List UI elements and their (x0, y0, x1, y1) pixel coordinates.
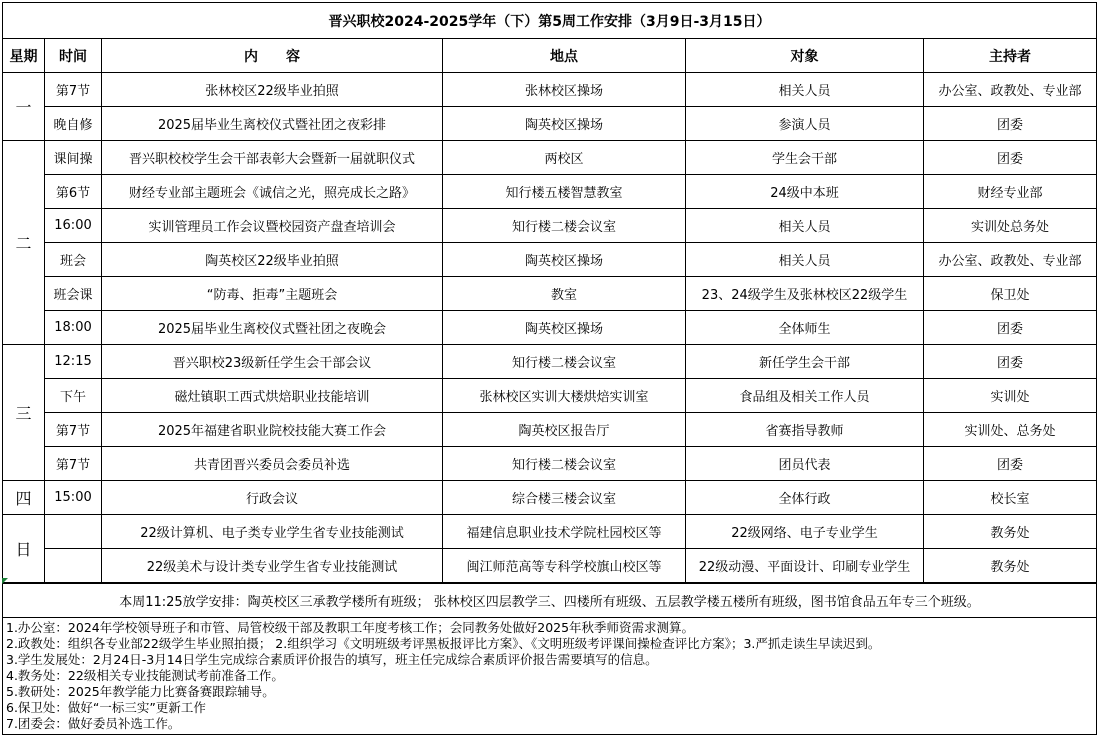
note-line: 2.政教处：组织各专业部22级学生毕业照拍摄； 2.组织学习《文明班级考评黑板报评比方案》、《文明班级考评课间操检查评比方案》；3.严抓走读生早读迟到。 (6, 636, 881, 651)
host-cell: 团委 (924, 141, 1097, 175)
note-line: 6.保卫处：做好“一标三实”更新工作 (6, 700, 206, 715)
time-cell: 12:15 (45, 345, 102, 379)
note-line: 1.办公室：2024年学校领导班子和市管、局管校级干部及教职工年度考核工作；会同教务处做好2025年秋季师资需求测算。 (6, 620, 695, 635)
target-cell: 参演人员 (686, 107, 924, 141)
time-cell: 第7节 (45, 73, 102, 107)
target-cell: 全体师生 (686, 311, 924, 345)
host-cell: 办公室、政教处、专业部 (924, 243, 1097, 277)
day-cell: 二 (3, 141, 45, 345)
table-row (3, 515, 1097, 549)
time-cell: 班会课 (45, 277, 102, 311)
host-cell: 团委 (924, 345, 1097, 379)
content-cell: 财经专业部主题班会《诚信之光，照亮成长之路》 (102, 175, 443, 209)
host-cell: 实训处、总务处 (924, 413, 1097, 447)
time-cell: 第7节 (45, 447, 102, 481)
target-cell: 24级中本班 (686, 175, 924, 209)
time-cell: 15:00 (45, 481, 102, 515)
table-row (3, 549, 1097, 583)
host-cell: 团委 (924, 107, 1097, 141)
page-title: 晋兴职校2024-2025学年（下）第5周工作安排（3月9日-3月15日） (3, 3, 1097, 39)
content-cell: 2025届毕业生离校仪式暨社团之夜晚会 (102, 311, 443, 345)
target-cell: 相关人员 (686, 73, 924, 107)
weekly-dismissal-note: 本周11:25放学安排：陶英校区三承教学楼所有班级； 张林校区四层教学三、四楼所有班级、五层教学楼五楼所有班级，图书馆食品五年专三个班级。 (3, 584, 1097, 618)
header-day: 星期 (3, 39, 45, 73)
table-row (3, 209, 1097, 243)
table-row (3, 107, 1097, 141)
header-place: 地点 (443, 39, 686, 73)
place-cell: 知行楼五楼智慧教室 (443, 175, 686, 209)
time-cell: 16:00 (45, 209, 102, 243)
content-cell: 22级计算机、电子类专业学生省专业技能测试 (102, 515, 443, 549)
place-cell: 陶英校区报告厅 (443, 413, 686, 447)
host-cell: 实训处总务处 (924, 209, 1097, 243)
place-cell: 陶英校区操场 (443, 243, 686, 277)
content-cell: 磁灶镇职工西式烘焙职业技能培训 (102, 379, 443, 413)
schedule-sheet (2, 2, 1096, 735)
content-cell: 陶英校区22级毕业拍照 (102, 243, 443, 277)
place-cell: 张林校区操场 (443, 73, 686, 107)
time-cell: 18:00 (45, 311, 102, 345)
table-row (3, 481, 1097, 515)
table-row (3, 447, 1097, 481)
time-cell: 第6节 (45, 175, 102, 209)
host-cell: 保卫处 (924, 277, 1097, 311)
day-cell: 一 (3, 73, 45, 141)
host-cell: 教务处 (924, 515, 1097, 549)
host-cell: 实训处 (924, 379, 1097, 413)
time-cell (45, 549, 102, 583)
content-cell: 张林校区22级毕业拍照 (102, 73, 443, 107)
place-cell: 陶英校区操场 (443, 107, 686, 141)
content-cell: 2025届毕业生离校仪式暨社团之夜彩排 (102, 107, 443, 141)
day-cell: 日 (3, 515, 45, 583)
host-cell: 团委 (924, 447, 1097, 481)
table-row (3, 243, 1097, 277)
day-cell: 四 (3, 481, 45, 515)
department-notes (3, 618, 1097, 735)
place-cell: 闽江师范高等专科学校旗山校区等 (443, 549, 686, 583)
target-cell: 22级网络、电子专业学生 (686, 515, 924, 549)
target-cell: 全体行政 (686, 481, 924, 515)
host-cell: 办公室、政教处、专业部 (924, 73, 1097, 107)
time-cell: 下午 (45, 379, 102, 413)
content-cell: 2025年福建省职业院校技能大赛工作会 (102, 413, 443, 447)
place-cell: 福建信息职业技术学院杜园校区等 (443, 515, 686, 549)
content-cell: 共青团晋兴委员会委员补选 (102, 447, 443, 481)
content-cell: “防毒、拒毒”主题班会 (102, 277, 443, 311)
time-cell: 班会 (45, 243, 102, 277)
time-cell (45, 515, 102, 549)
table-row (3, 73, 1097, 107)
table-row (3, 277, 1097, 311)
table-row (3, 311, 1097, 345)
target-cell: 相关人员 (686, 243, 924, 277)
day-cell: 三 (3, 345, 45, 481)
table-row (3, 141, 1097, 175)
time-cell: 第7节 (45, 413, 102, 447)
host-cell: 校长室 (924, 481, 1097, 515)
notes-table (2, 583, 1097, 735)
target-cell: 省赛指导教师 (686, 413, 924, 447)
target-cell: 新任学生会干部 (686, 345, 924, 379)
target-cell: 23、24级学生及张林校区22级学生 (686, 277, 924, 311)
host-cell: 团委 (924, 311, 1097, 345)
table-row (3, 345, 1097, 379)
content-cell: 行政会议 (102, 481, 443, 515)
note-line: 4.教务处：22级相关专业技能测试考前准备工作。 (6, 668, 284, 683)
content-cell: 晋兴职校23级新任学生会干部会议 (102, 345, 443, 379)
note-line: 3.学生发展处：2月24日-3月14日学生完成综合素质评价报告的填写，班主任完成综合素质评价报告需要填写的信息。 (6, 652, 658, 667)
place-cell: 两校区 (443, 141, 686, 175)
note-line: 7.团委会：做好委员补选工作。 (6, 716, 181, 731)
table-row (3, 379, 1097, 413)
place-cell: 张林校区实训大楼烘焙实训室 (443, 379, 686, 413)
note-line: 5.教研处：2025年教学能力比赛备赛跟踪辅导。 (6, 684, 275, 699)
content-cell: 晋兴职校校学生会干部表彰大会暨新一届就职仪式 (102, 141, 443, 175)
table-row (3, 413, 1097, 447)
place-cell: 知行楼二楼会议室 (443, 447, 686, 481)
place-cell: 陶英校区操场 (443, 311, 686, 345)
target-cell: 食品组及相关工作人员 (686, 379, 924, 413)
content-cell: 实训管理员工作会议暨校园资产盘查培训会 (102, 209, 443, 243)
place-cell: 教室 (443, 277, 686, 311)
target-cell: 学生会干部 (686, 141, 924, 175)
target-cell: 22级动漫、平面设计、印刷专业学生 (686, 549, 924, 583)
header-row (3, 39, 1097, 73)
host-cell: 教务处 (924, 549, 1097, 583)
content-cell: 22级美术与设计类专业学生省专业技能测试 (102, 549, 443, 583)
header-target: 对象 (686, 39, 924, 73)
schedule-table (2, 2, 1097, 583)
time-cell: 课间操 (45, 141, 102, 175)
place-cell: 知行楼二楼会议室 (443, 345, 686, 379)
place-cell: 综合楼三楼会议室 (443, 481, 686, 515)
time-cell: 晚自修 (45, 107, 102, 141)
header-time: 时间 (45, 39, 102, 73)
target-cell: 相关人员 (686, 209, 924, 243)
table-row (3, 175, 1097, 209)
place-cell: 知行楼二楼会议室 (443, 209, 686, 243)
target-cell: 团员代表 (686, 447, 924, 481)
cell-comment-marker (2, 578, 8, 584)
header-host: 主持者 (924, 39, 1097, 73)
header-content: 内 容 (102, 39, 443, 73)
host-cell: 财经专业部 (924, 175, 1097, 209)
